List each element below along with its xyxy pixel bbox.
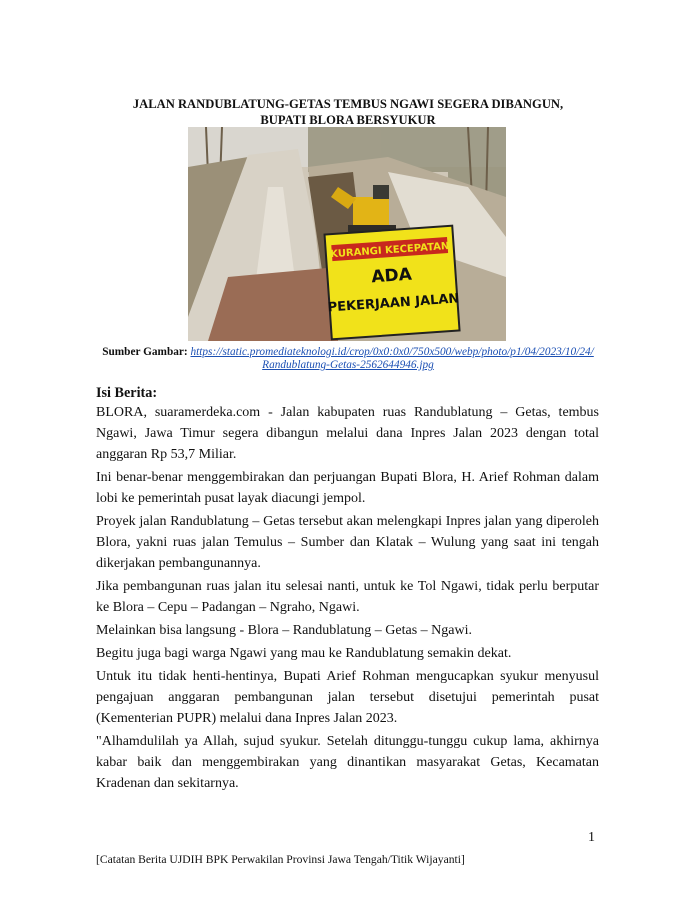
paragraph: Melainkan bisa langsung - Blora – Randublatung – Getas – Ngawi.: [96, 623, 472, 638]
page-number: 1: [588, 830, 595, 845]
road-construction-illustration: [188, 127, 506, 341]
warning-sign: [325, 226, 460, 340]
article-title: [60, 96, 636, 128]
section-heading: Isi Berita:: [96, 385, 158, 401]
article-title-line-1: JALAN RANDUBLATUNG-GETAS TEMBUS NGAWI SEGERA DIBANGUN,: [132, 97, 564, 111]
paragraph: BLORA, suaramerdeka.com - Jalan kabupaten ruas Randublatung – Getas, tembus Ngawi, Jawa Timur segera dibangun melalui dana Inpres Jalan 2023 dengan total anggaran Rp 53,7 Miliar.: [96, 405, 599, 462]
paragraph: Proyek jalan Randublatung – Getas tersebut akan melengkapi Inpres jalan yang diperoleh Blora, yakni ruas jalan Temulus – Sumber dan Klatak – Wulung yang saat ini tengah dikerjakan pembangunannya.: [96, 514, 599, 571]
image-caption: [96, 346, 600, 372]
article-title-line-2: BUPATI BLORA BERSYUKUR: [260, 113, 436, 127]
paragraph: Begitu juga bagi warga Ngawi yang mau ke Randublatung semakin dekat.: [96, 646, 512, 661]
caption-url-line-2[interactable]: Randublatung-Getas-2562644946.jpg: [262, 359, 434, 371]
sign-line-2: PEKERJAAN JALAN: [327, 291, 460, 316]
page-footer: [Catatan Berita UJDIH BPK Perwakilan Provinsi Jawa Tengah/Titik Wijayanti]: [96, 853, 465, 866]
paragraph: "Alhamdulilah ya Allah, sujud syukur. Setelah ditunggu-tunggu cukup lama, akhirnya kabar baik dan menggembirakan yang dinantikan masyarakat Getas, Kecamatan Kradenan dan sekitarnya.: [96, 734, 599, 791]
news-photo: [188, 127, 506, 341]
article-body: [96, 402, 599, 796]
sign-top-text: KURANGI KECEPATAN: [329, 240, 450, 261]
caption-url-line-1[interactable]: https://static.promediateknologi.id/crop/0x0:0x0/750x500/webp/photo/p1/04/2023/10/24/: [190, 346, 594, 358]
paragraph: Ini benar-benar menggembirakan dan perjuangan Bupati Blora, H. Arief Rohman dalam lobi ke pemerintah pusat layak diacungi jempol.: [96, 470, 599, 506]
caption-label: Sumber Gambar:: [102, 346, 188, 358]
paragraph: Jika pembangunan ruas jalan itu selesai nanti, untuk ke Tol Ngawi, tidak perlu berputar ke Blora – Cepu – Padangan – Ngraho, Ngawi.: [96, 579, 599, 615]
sign-line-1: ADA: [370, 264, 413, 288]
paragraph: Untuk itu tidak henti-hentinya, Bupati Arief Rohman mengucapkan syukur menyusul pengajuan anggaran pembangunan jalan tersebut disetujui pemerintah pusat (Kementerian PUPR) melalui dana Inpres Jalan 2023.: [96, 669, 599, 726]
